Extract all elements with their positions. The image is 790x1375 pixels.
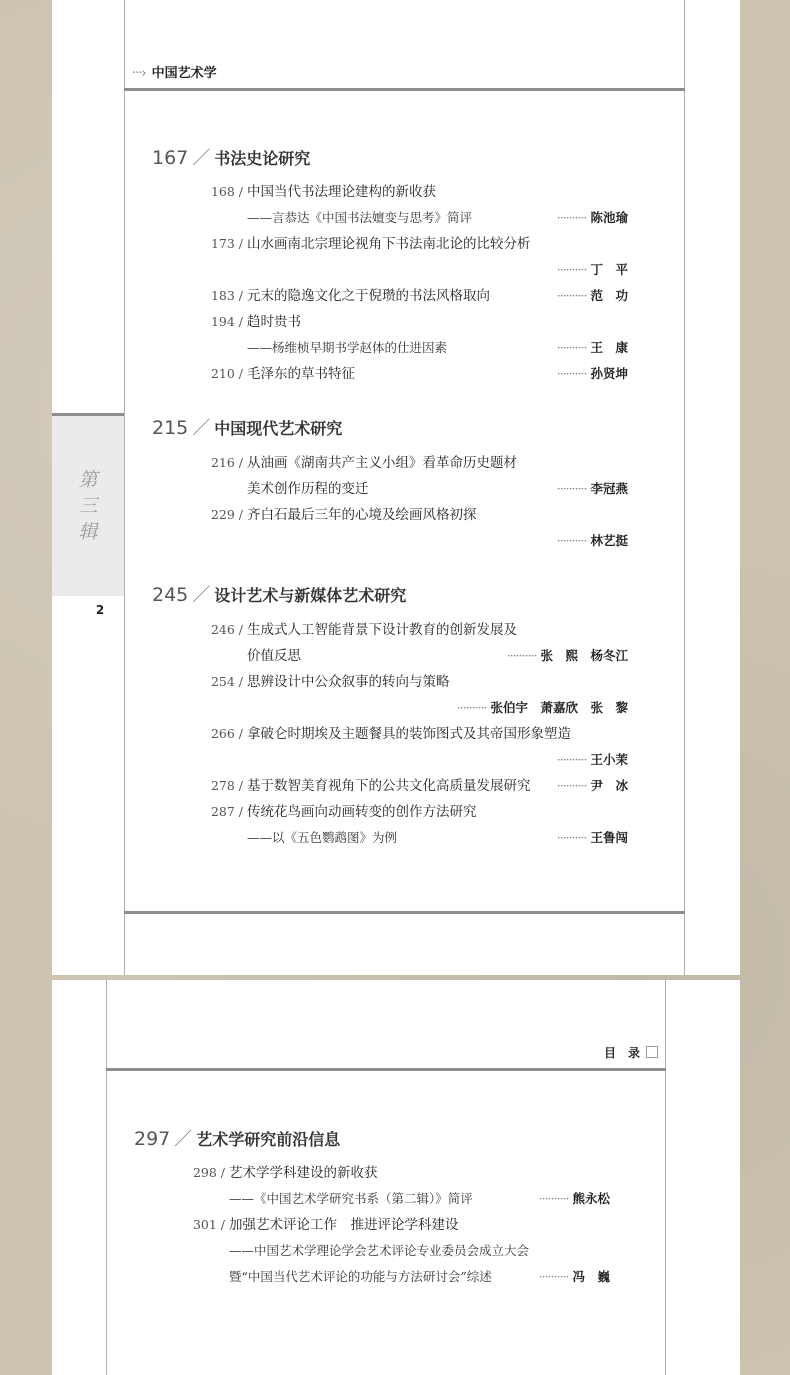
toc-entry[interactable]: 298 / 艺术学学科建设的新收获 [192, 1165, 378, 1181]
toc-entry-subtitle: ——以《五色鹦鹉图》为例 [247, 830, 398, 845]
toc-author: ·········· 尹 冰 [556, 778, 628, 793]
toc-entry-continuation: 美术创作历程的变迁 [247, 481, 369, 497]
toc-entry[interactable]: 246 / 生成式人工智能背景下设计教育的创新发展及 [210, 622, 517, 638]
toc-entry-subtitle: ——中国艺术学理论学会艺术评论专业委员会成立大会 [229, 1243, 530, 1258]
toc-author: ·········· 张 熙 杨冬江 [506, 648, 628, 663]
footer-rule [124, 911, 685, 914]
toc-entry[interactable]: 254 / 思辨设计中公众叙事的转向与策略 [210, 674, 450, 690]
page-right-margin-line [665, 980, 666, 1375]
toc-entry[interactable]: 301 / 加强艺术评论工作 推进评论学科建设 [192, 1217, 459, 1233]
toc-author: ·········· 范 功 [556, 288, 628, 303]
toc-section: 167 ／ 书法史论研究 [152, 147, 311, 169]
toc-author: ·········· 林艺挺 [556, 533, 628, 548]
page-right-margin-line [684, 0, 685, 975]
toc-entry[interactable]: 229 / 齐白石最后三年的心境及绘画风格初探 [210, 507, 477, 523]
toc-entry[interactable]: 216 / 从油画《湖南共产主义小组》看革命历史题材 [210, 455, 517, 471]
toc-entry[interactable]: 287 / 传统花鸟画向动画转变的创作方法研究 [210, 804, 477, 820]
running-head: ···› 中国艺术学 [132, 66, 217, 81]
toc-author: ·········· 李冠燕 [556, 481, 628, 496]
toc-author: ·········· 丁 平 [556, 262, 628, 277]
toc-entry-subtitle: 暨“中国当代艺术评论的功能与方法研讨会”综述 [229, 1269, 492, 1284]
toc-entry-subtitle: ——杨维桢早期书学赵体的仕进因素 [247, 340, 448, 355]
toc-author: ·········· 王 康 [556, 340, 628, 355]
toc-entry[interactable]: 194 / 趋时贵书 [210, 314, 301, 330]
page-left-margin-line [106, 980, 107, 1375]
toc-author: ·········· 陈池瑜 [556, 210, 628, 225]
toc-section: 245 ／ 设计艺术与新媒体艺术研究 [152, 584, 407, 606]
toc-entry[interactable]: 168 / 中国当代书法理论建构的新收获 [210, 184, 436, 200]
toc-entry[interactable]: 278 / 基于数智美育视角下的公共文化高质量发展研究 [210, 778, 531, 794]
volume-side-tab: 第 三 辑 [52, 413, 124, 596]
toc-section: 297 ／ 艺术学研究前沿信息 [134, 1128, 341, 1150]
page-left-margin-line [124, 0, 125, 975]
toc-entry-subtitle: ——言恭达《中国书法嬗变与思考》简评 [247, 210, 473, 225]
toc-author: ·········· 熊永松 [538, 1191, 610, 1206]
page-number: 2 [95, 603, 105, 617]
toc-entry[interactable]: 266 / 拿破仑时期埃及主题餐具的装饰图式及其帝国形象塑造 [210, 726, 571, 742]
header-rule [124, 88, 685, 91]
header-rule [106, 1068, 666, 1071]
toc-entry[interactable]: 183 / 元末的隐逸文化之于倪瓒的书法风格取向 [210, 288, 490, 304]
toc-author: ·········· 王鲁闯 [556, 830, 628, 845]
toc-entry[interactable]: 210 / 毛泽东的草书特征 [210, 366, 355, 382]
toc-page-left [52, 0, 740, 975]
toc-entry-subtitle: ——《中国艺术学研究书系（第二辑）》简评 [229, 1191, 473, 1206]
toc-page-right [52, 980, 740, 1375]
toc-author: ·········· 孙贤坤 [556, 366, 628, 381]
toc-section: 215 ／ 中国现代艺术研究 [152, 417, 343, 439]
toc-entry-continuation: 价值反思 [247, 648, 301, 664]
square-icon [646, 1046, 658, 1058]
running-head: 目 录 [604, 1044, 658, 1061]
toc-author: ·········· 王小茉 [556, 752, 628, 767]
toc-entry[interactable]: 173 / 山水画南北宗理论视角下书法南北论的比较分析 [210, 236, 531, 252]
toc-author: ·········· 冯 巍 [538, 1269, 610, 1284]
arrow-icon: ···› [132, 66, 146, 81]
toc-author: ·········· 张伯宇 萧嘉欣 张 黎 [456, 700, 628, 715]
